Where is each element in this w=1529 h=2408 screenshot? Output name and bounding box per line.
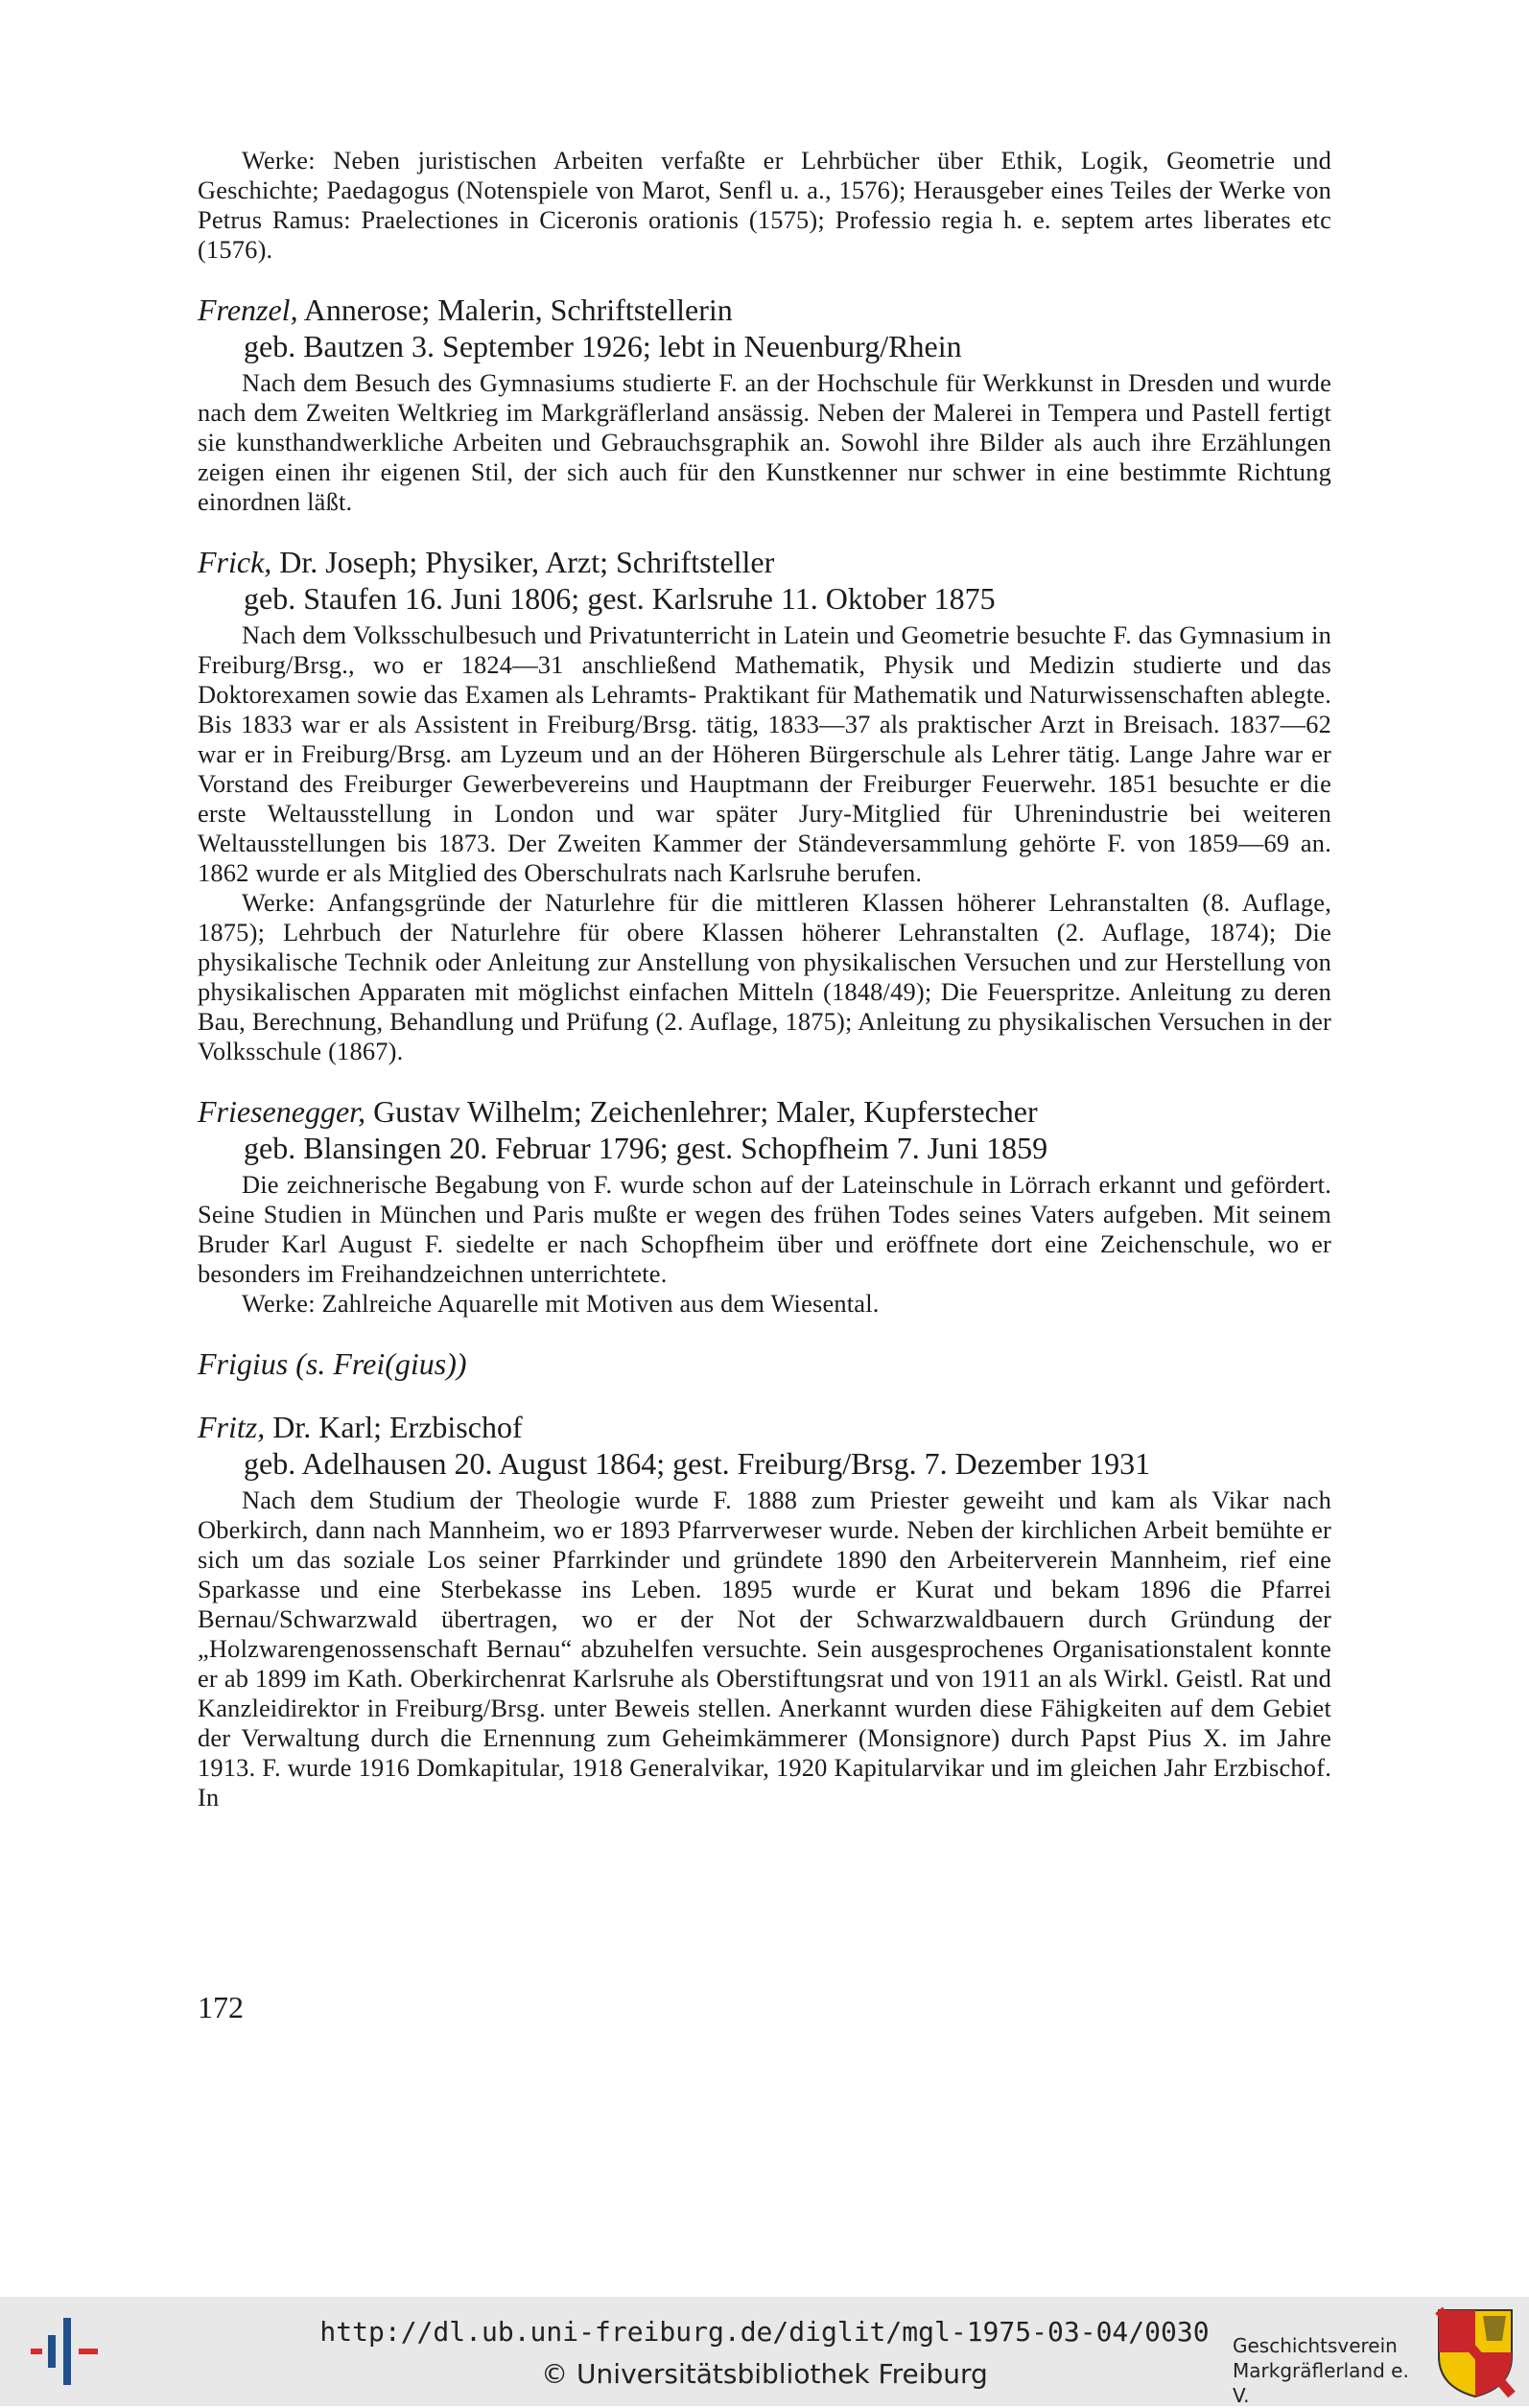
entry-title: Dr. Karl; Erzbischof — [265, 1410, 523, 1444]
entry — [198, 292, 1331, 517]
intro-paragraph: Werke: Neben juristischen Arbeiten verfaßte er Lehrbücher über Ethik, Logik, Geometrie und Geschichte; Paedagogus (Notenspiele von Marot, Senfl u. a., 1576); Herausgeber eines Teiles der Werke von Petrus Ramus: Praelectiones in Ciceronis orationis (1575); Professio regia h. e. septem artes liberates etc (1576). — [198, 146, 1331, 264]
entry-list — [198, 292, 1331, 1812]
entry — [198, 544, 1331, 1066]
society-name — [1233, 2333, 1424, 2408]
page-content — [198, 146, 1331, 1812]
entry-heading — [198, 544, 1331, 580]
entry-heading — [198, 1409, 1331, 1445]
viewer-footer — [0, 2297, 1529, 2406]
entry-heading — [198, 1345, 1331, 1382]
entry-dates: geb. Bautzen 3. September 1926; lebt in Neuenburg/Rhein — [244, 329, 962, 363]
entry-surname: Friesenegger, — [198, 1094, 366, 1129]
markgraeflerland-crest-icon — [1435, 2306, 1516, 2398]
entry-paragraph: Werke: Zahlreiche Aquarelle mit Motiven aus dem Wiesental. — [242, 1289, 880, 1318]
entry-title: Dr. Joseph; Physiker, Arzt; Schriftsteller — [271, 545, 775, 579]
society-name-line1: Geschichtsverein — [1233, 2334, 1398, 2357]
entry-paragraph: Nach dem Besuch des Gymnasiums studierte F. an der Hochschule für Werkkunst in Dresden und wurde nach dem Zweiten Weltkrieg im Markgräflerland ansässig. Neben der Malerei in Tempera und Pastell fertigt sie kunsthandwerkliche Arbeiten und Gebrauchsgraphik an. Sowohl ihre Bilder als auch ihre Erzählungen zeigen einen ihr eigenen Stil, der sich auch für den Kunstkenner nur schwer in eine bestimmte Richtung einordnen läßt. — [198, 368, 1331, 516]
entry-paragraph: Nach dem Volksschulbesuch und Privatunterricht in Latein und Geometrie besuchte F. das Gymnasium in Freiburg/Brsg., wo er 1824—31 anschließend Mathematik, Physik und Medizin studierte und das Doktorexamen sowie das Examen als Lehramts- Praktikant für Mathematik und Naturwissenschaften ablegte. Bis 1833 war er als Assistent in Freiburg/Brsg. tätig, 1833—37 als praktischer Arzt in Breisach. 1837—62 war er in Freiburg/Brsg. am Lyzeum und an der Höheren Bürgerschule als Lehrer tätig. Lange Jahre war er Vorstand des Freiburger Gewerbevereins und Hauptmann der Freiburger Feuerwehr. 1851 besuchte er die erste Weltausstellung in London und war später Jury-Mitglied für Uhrenindustrie bei weiteren Weltausstellungen bis 1873. Der Zweiten Kammer der Ständeversammlung gehörte F. von 1859—69 an. 1862 wurde er als Mitglied des Oberschulrats nach Karlsruhe berufen. — [198, 620, 1331, 887]
document-url-link[interactable]: http://dl.ub.uni-freiburg.de/diglit/mgl-1975-03-04/0030 — [319, 2316, 1210, 2348]
entry-paragraph: Nach dem Studium der Theologie wurde F. 1888 zum Priester geweiht und kam als Vikar nach Oberkirch, dann nach Mannheim, wo er 1893 Pfarrverweser wurde. Neben der kirchlichen Arbeit bemühte er sich um das soziale Los seiner Pfarrkinder und gründete 1890 den Arbeiterverein Mannheim, rief eine Sparkasse und eine Sterbekasse ins Leben. 1895 wurde er Kurat und bekam 1896 die Pfarrei Bernau/Schwarzwald übertragen, wo er der Not der Schwarzwaldbauern durch Gründung der „Holzwarengenossenschaft Bernau“ abzuhelfen versuchte. Sein ausgesprochenes Organisationstalent konnte er ab 1899 im Kath. Oberkirchenrat Karlsruhe als Oberstiftungsrat und von 1911 an als Wirkl. Geistl. Rat und Kanzleidirektor in Freiburg/Brsg. unter Beweis stellen. Anerkannt wurden diese Fähigkeiten auf dem Gebiet der Verwaltung durch die Ernennung zum Geheimkämmerer (Monsignore) durch Papst Pius X. im Jahre 1913. F. wurde 1916 Domkapitular, 1918 Generalvikar, 1920 Kapitularvikar und im gleichen Jahr Erzbischof. In — [198, 1485, 1331, 1812]
entry-dates: geb. Blansingen 20. Februar 1796; gest. Schopfheim 7. Juni 1859 — [244, 1131, 1048, 1165]
entry — [198, 1345, 1331, 1382]
entry-title: Annerose; Malerin, Schriftstellerin — [297, 292, 733, 327]
page-number: 172 — [198, 1990, 244, 2024]
entry-surname: Frenzel, — [198, 292, 298, 327]
entry-paragraph: Die zeichnerische Begabung von F. wurde schon auf der Lateinschule in Lörrach erkannt und gefördert. Seine Studien in München und Paris mußte er wegen des frühen Todes seines Vaters aufgeben. Mit seinem Bruder Karl August F. siedelte er nach Schopfheim über und eröffnete dort eine Zeichenschule, wo er besonders im Freihandzeichnen unterrichtete. — [198, 1170, 1331, 1288]
entry — [198, 1409, 1331, 1812]
entry-surname: Frick, — [198, 545, 272, 579]
entry-heading — [198, 1093, 1331, 1130]
entry-title: Gustav Wilhelm; Zeichenlehrer; Maler, Kupferstecher — [365, 1094, 1038, 1129]
entry-dates: geb. Adelhausen 20. August 1864; gest. Freiburg/Brsg. 7. Dezember 1931 — [244, 1446, 1151, 1481]
entry-dates: geb. Staufen 16. Juni 1806; gest. Karlsruhe 11. Oktober 1875 — [244, 581, 996, 616]
entry-surname: Fritz, — [198, 1410, 266, 1444]
entry — [198, 1093, 1331, 1319]
copyright-text: © Universitätsbibliothek Freiburg — [541, 2358, 988, 2390]
entry-heading — [198, 292, 1331, 328]
entry-paragraph: Werke: Anfangsgründe der Naturlehre für die mittleren Klassen höherer Lehranstalten (8. Auflage, 1875); Lehrbuch der Naturlehre für obere Klassen höherer Lehranstalten (2. Auflage, 1874); Die physikalische Technik oder Anleitung zur Anstellung von physikalischen Versuchen und zur Herstellung von physikalischen Apparaten mit möglichst einfachen Mitteln (1848/49); Die Feuerspritze. Anleitung zu deren Bau, Berechnung, Behandlung und Prüfung (2. Auflage, 1875); Anleitung zu physikalischen Versuchen in der Volksschule (1867). — [198, 888, 1331, 1065]
society-name-line2: Markgräflerland e. V. — [1233, 2359, 1409, 2407]
entry-surname: Frigius (s. Frei(gius)) — [198, 1346, 467, 1381]
